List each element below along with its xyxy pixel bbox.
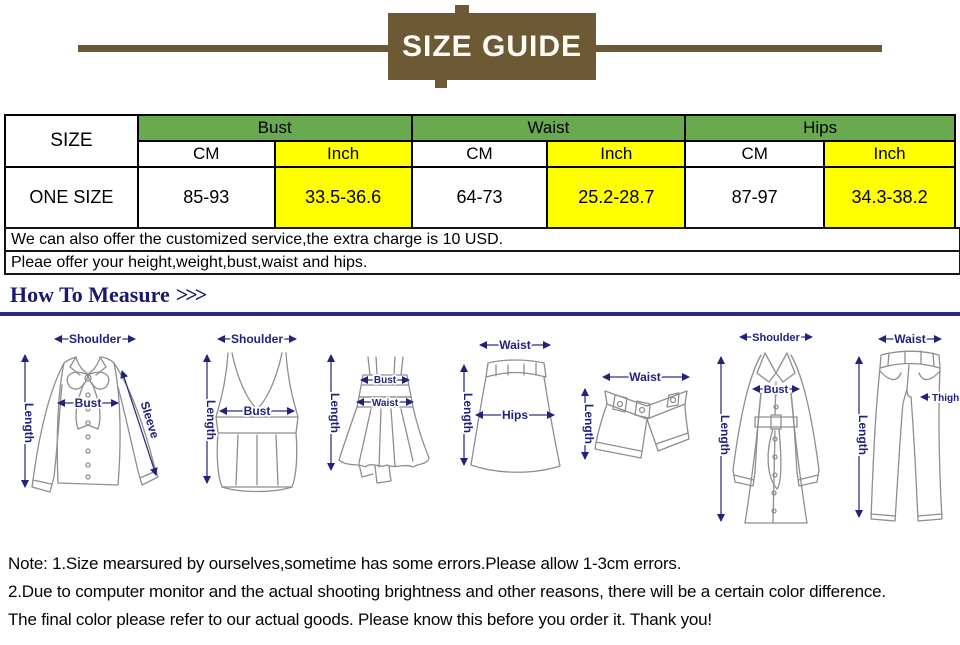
bust-cm-header: CM xyxy=(138,141,275,167)
waist-group-header: Waist xyxy=(412,115,686,141)
figure-tank-top xyxy=(180,325,315,540)
figure-skirt xyxy=(450,325,575,540)
coat-shoulder-label: Shoulder xyxy=(752,332,800,344)
hips-group-header: Hips xyxy=(685,115,955,141)
how-to-measure-heading xyxy=(10,282,960,309)
measure-diagrams xyxy=(0,325,960,540)
figure-blouse xyxy=(0,325,180,540)
bust-inch-value: 33.5-36.6 xyxy=(275,167,412,228)
blouse-bust-label: Bust xyxy=(74,396,102,410)
custom-service-note: We can also offer the customized service,the extra charge is 10 USD. xyxy=(4,227,960,252)
banner-right-line xyxy=(596,45,882,52)
shorts-length-label: Length xyxy=(582,404,596,444)
hips-cm-header: CM xyxy=(685,141,824,167)
banner xyxy=(0,0,960,95)
footer-note-line3: The final color please refer to our actual goods. Please know this before you order it. Thank you! xyxy=(8,610,712,629)
waist-cm-value: 64-73 xyxy=(412,167,548,228)
blouse-shoulder-label: Shoulder xyxy=(68,332,122,346)
hips-cm-value: 87-97 xyxy=(685,167,824,228)
figure-shorts xyxy=(575,325,695,540)
coat-length-label: Length xyxy=(718,415,732,455)
skirt-hips-label: Hips xyxy=(501,408,529,422)
footer-note-line2: 2.Due to computer monitor and the actual shooting brightness and other reasons, there will be a certain color difference. xyxy=(8,582,886,601)
figure-jeans xyxy=(845,325,960,540)
dress-length-label: Length xyxy=(328,393,342,433)
hips-inch-header: Inch xyxy=(824,141,955,167)
page-title: SIZE GUIDE xyxy=(401,29,583,63)
hips-inch-value: 34.3-38.2 xyxy=(824,167,955,228)
title-box-bottom-tab xyxy=(435,79,447,88)
banner-left-line xyxy=(78,45,388,52)
jeans-waist-label: Waist xyxy=(894,332,926,346)
coat-bust-label: Bust xyxy=(763,384,789,396)
tank-bust-label: Bust xyxy=(243,404,271,418)
footer-notes xyxy=(8,550,960,634)
heading-underline xyxy=(0,312,960,316)
waist-inch-header: Inch xyxy=(547,141,685,167)
footer-note-line1: Note: 1.Size mearsured by ourselves,sometime has some errors.Please allow 1-3cm errors. xyxy=(8,554,682,573)
jeans-thigh-label: Thigh xyxy=(932,393,960,404)
jeans-length-label: Length xyxy=(856,415,870,455)
dress-bust-label: Bust xyxy=(373,375,397,386)
size-column-header: SIZE xyxy=(5,115,138,167)
title-box-top-tab xyxy=(455,5,469,14)
how-to-measure-label: How To Measure xyxy=(10,282,170,307)
waist-inch-value: 25.2-28.7 xyxy=(547,167,685,228)
bust-group-header: Bust xyxy=(138,115,412,141)
skirt-length-label: Length xyxy=(461,393,475,433)
measurements-request-note: Pleae offer your height,weight,bust,waist and hips. xyxy=(4,250,960,275)
bust-inch-header: Inch xyxy=(275,141,412,167)
shorts-waist-label: Waist xyxy=(629,370,661,384)
figure-coat xyxy=(695,325,845,540)
blouse-length-label: Length xyxy=(22,403,36,443)
dress-waist-label: Waist xyxy=(371,398,399,409)
table-row xyxy=(5,167,955,228)
tank-length-label: Length xyxy=(204,400,218,440)
size-table xyxy=(4,114,956,229)
chevrons-icon: >>> xyxy=(175,282,205,307)
figure-dress xyxy=(315,325,450,540)
bust-cm-value: 85-93 xyxy=(138,167,275,228)
skirt-waist-label: Waist xyxy=(499,338,531,352)
blouse-sleeve-label: Sleeve xyxy=(137,399,163,441)
title-box xyxy=(388,13,596,80)
tank-shoulder-label: Shoulder xyxy=(230,332,284,346)
one-size-label: ONE SIZE xyxy=(5,167,138,228)
waist-cm-header: CM xyxy=(412,141,548,167)
